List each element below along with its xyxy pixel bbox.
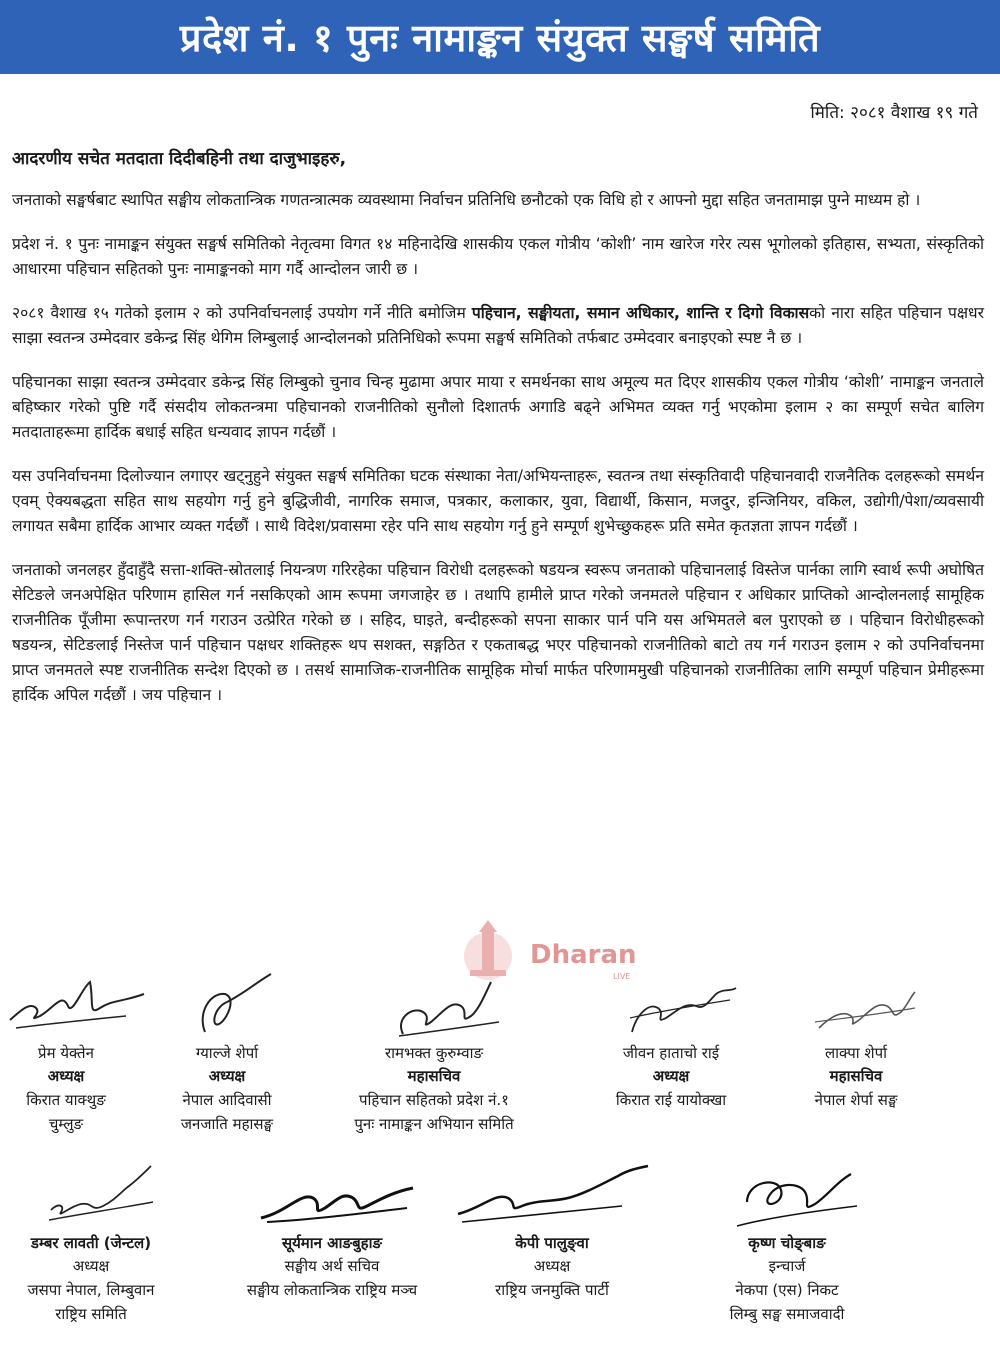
signatory-name: जीवन हाताचो राई (622, 1044, 720, 1062)
signature-6 (21, 1162, 161, 1232)
signatory-name: प्रेम येक्तेन (38, 1044, 94, 1062)
header-banner (0, 0, 1000, 74)
signatory-org: नेपाल शेर्पा सङ्घ (814, 1091, 898, 1109)
signatory-org: चुम्लुङ (48, 1115, 84, 1133)
signatory-org: जनजाति महासङ्घ (180, 1115, 274, 1133)
slogan: पहिचान, सङ्घीयता, समान अधिकार, शान्ति र दिगो विकास (471, 304, 810, 322)
signatory-org: राष्ट्रिय समिति (55, 1305, 127, 1323)
paragraph-3 (12, 301, 984, 351)
signatory-6 (6, 1162, 176, 1326)
signatory-4 (586, 972, 756, 1112)
signatory-1 (6, 972, 126, 1136)
signatory-org: जसपा नेपाल, लिम्बुवान (27, 1281, 155, 1299)
signature-9 (707, 1162, 867, 1232)
signature-1 (0, 972, 146, 1042)
signatory-2 (152, 972, 302, 1136)
watermark-text: Dharan (530, 940, 637, 970)
signatory-title: अध्यक्ष (652, 1067, 690, 1085)
signature-8 (452, 1162, 652, 1232)
signatory-3 (314, 972, 554, 1136)
signatory-name: लाक्पा शेर्पा (824, 1044, 888, 1062)
signatory-title: अध्यक्ष (47, 1067, 85, 1085)
signatory-5 (776, 972, 936, 1112)
paragraph-3-end: को नारा सहित पहिचान पक्षधर साझा स्वतन्त्र उम्मेदवार डकेन्द्र सिंह थेगिम लिम्बुलाई आन्दोलनको प्रतिनिधिको रूपमा सङ्घर्ष समितिको तर्फबाट उम्मेदवार बनाइएको स्पष्ट नै छ । (12, 304, 984, 347)
signatory-org: नेकपा (एस) निकट (735, 1281, 839, 1299)
watermark-sub: LIVE (613, 972, 631, 981)
signatory-title: महासचिव (829, 1067, 883, 1085)
paragraph-2: प्रदेश नं. १ पुनः नामाङ्कन संयुक्त सङ्घर्ष समितिको नेतृत्वमा विगत १४ महिनादेखि शासकीय एकल गोत्रीय ‘कोशी’ नाम खारेज गरेर त्यस भूगोलको इतिहास, सभ्यता, संस्कृतिको आधारमा पहिचान सहितको पुनः नामाङ्कनको माग गर्दै आन्दोलन जारी छ । (12, 235, 984, 278)
paragraph-1: जनताको सङ्घर्षबाट स्थापित सङ्घीय लोकतान्त्रिक गणतन्त्रात्मक व्यवस्थामा निर्वाचन प्रतिनिधि छनौटको एक विधि हो र आफ्नो मुद्दा सहित जनतामाझ पुग्ने माध्यम हो । (12, 191, 921, 209)
signatory-org: नेपाल आदिवासी (182, 1091, 272, 1109)
signatory-org: राष्ट्रिय जनमुक्ति पार्टी (495, 1281, 609, 1299)
paragraph-4: पहिचानका साझा स्वतन्त्र उम्मेदवार डकेन्द्र सिंह लिम्बुको चुनाव चिन्ह मुढामा अपार माया र समर्थनका साथ अमूल्य मत दिएर शासकीय एकल गोत्रीय ‘कोशी’ नामाङ्कन जनताले बहिष्कार गरेको पुष्टि गर्दै संसदीय लोकतन्त्रमा पहिचानको राजनीतिको सुनौलो दिशातर्फ अगाडि बढ्ने अभिमत व्यक्त गर्नु भएकोमा इलाम २ का सम्पूर्ण सचेत बालिग मतदाताहरूमा हार्दिक बधाई सहित धन्यवाद ज्ञापन गर्दछौं । (12, 373, 984, 441)
signatory-title: सङ्घीय अर्थ सचिव (284, 1257, 380, 1275)
signatory-title: अध्यक्ष (72, 1257, 110, 1275)
signatory-name: रामभक्त कुरुम्वाङ (384, 1044, 484, 1062)
paragraph-6: जनताको जनलहर हुँदाहुँदै सत्ता-शक्ति-स्रोतलाई नियन्त्रण गरिरहेका पहिचान विरोधी दलहरूको षडयन्त्र स्वरूप जनताको पहिचानलाई विस्तेज पार्नका लागि स्वार्थ रूपी अघोषित सेटिङले जनअपेक्षित परिणाम हासिल गर्न नसकिएको आम रूपमा जगजाहेर छ । तथापि हामीले प्राप्त गरेको जनमतले पहिचान र अधिकार प्राप्तिको आन्दोलनलाई सामूहिक राजनीतिक पूँजीमा रूपान्तरण गर्न गराउन उत्प्रेरित गरेको छ । सहिद, घाइते, बन्दीहरूको सपना साकार पार्न पनि यस अभिमतले बल पुराएको छ । पहिचान विरोधीहरूको षडयन्त्र, सेटिङलाई निस्तेज पार्न पहिचान पक्षधर शक्तिहरू थप सशक्त, सङ्गठित र एकताबद्ध भएर पहिचानको राजनीतिको बाटो तय गर्न गराउन इलाम २ को उपनिर्वाचनमा प्राप्त जनमतले स्पष्ट राजनीतिक सन्देश दिएको छ । तसर्थ सामाजिक-राजनीतिक सामूहिक मोर्चा मार्फत परिणाममुखी पहिचानको राजनीतिका लागि सम्पूर्ण पहिचान प्रेमीहरूमा हार्दिक अपिल गर्दछौं । जय पहिचान । (12, 561, 984, 704)
signatory-org: किरात याक्थुङ (26, 1091, 106, 1109)
signatory-title: अध्यक्ष (208, 1067, 246, 1085)
signatory-name: ग्याल्जे शेर्पा (195, 1044, 259, 1062)
signature-7 (247, 1162, 417, 1232)
signature-4 (596, 972, 746, 1042)
signatory-9 (692, 1162, 882, 1326)
letter-body (12, 188, 984, 727)
signatory-title: इन्चार्ज (768, 1257, 806, 1275)
signature-5 (791, 972, 921, 1042)
signature-2 (167, 972, 287, 1042)
signatory-name: केपी पालुङ्वा (515, 1234, 589, 1252)
signatory-org: पुनः नामाङ्कन अभियान समिति (354, 1115, 514, 1133)
signatory-name: सूर्यमान आङबुहाङ (281, 1234, 383, 1252)
signatory-org: सङ्घीय लोकतान्त्रिक राष्ट्रिय मञ्च (246, 1281, 418, 1299)
signatory-title: महासचिव (407, 1067, 461, 1085)
signatory-org: लिम्बु सङ्घ समाजवादी (729, 1305, 845, 1323)
paragraph-5: यस उपनिर्वाचनमा दिलोज्यान लगाएर खट्नुहुने संयुक्त सङ्घर्ष समितिका घटक संस्थाका नेता/अभियन्ताहरू, स्वतन्त्र तथा संस्कृतिवादी पहिचानवादी राजनैतिक दलहरूको समर्थन एवम् ऐक्यबद्धता सहित साथ सहयोग गर्नु हुने बुद्धिजीवी, नागरिक समाज, पत्रकार, कलाकार, युवा, विद्यार्थी, किसान, मजदुर, इन्जिनियर, वकिल, उद्योगी/पेशा/व्यवसायी लगायत सबैमा हार्दिक आभार व्यक्त गर्दछौं । साथै विदेश/प्रवासमा रहेर पनि साथ सहयोग गर्नु हुने सम्पूर्ण शुभेच्छुकहरू प्रति समेत कृतज्ञता ज्ञापन गर्दछौं । (12, 467, 984, 535)
signatory-title: अध्यक्ष (533, 1257, 571, 1275)
page-title: प्रदेश नं. १ पुनः नामाङ्कन संयुक्त सङ्घर्ष समिति (179, 16, 821, 60)
signatory-org: किरात राई यायोक्खा (615, 1091, 727, 1109)
signatory-name: डम्बर लावती (जेन्टल) (30, 1234, 152, 1252)
date: मिति: २०८१ वैशाख १९ गते (810, 103, 978, 123)
paragraph-3-start: २०८१ वैशाख १५ गतेको इलाम २ को उपनिर्वाचनलाई उपयोग गर्ने नीति बमोजिम (12, 304, 472, 322)
signature-3 (359, 972, 509, 1042)
salutation: आदरणीय सचेत मतदाता दिदीबहिनी तथा दाजुभाइहरु, (12, 149, 347, 169)
signatory-name: कृष्ण चोङ्बाङ (748, 1234, 826, 1252)
signatory-8 (452, 1162, 652, 1302)
signatory-7 (212, 1162, 452, 1302)
signatory-org: पहिचान सहितको प्रदेश नं.१ (359, 1091, 509, 1109)
